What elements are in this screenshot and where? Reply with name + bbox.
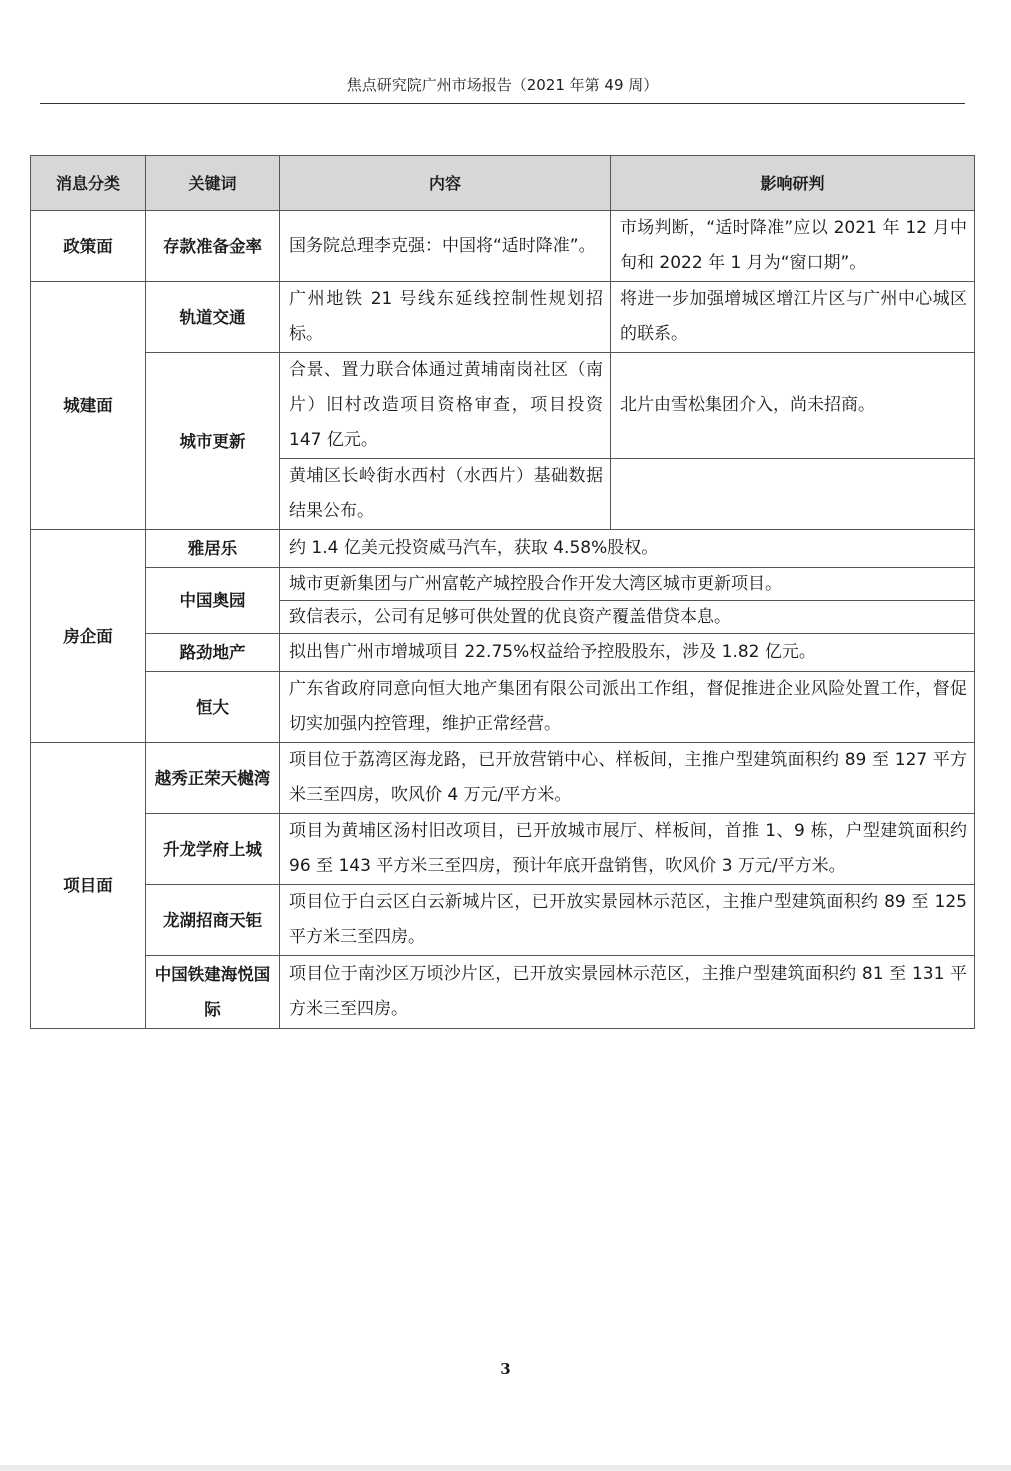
content-cell: 约 1.4 亿美元投资威马汽车，获取 4.58%股权。 [280,530,975,568]
table-row [31,672,975,743]
content-cell: 项目为黄埔区汤村旧改项目，已开放城市展厅、样板间，首推 1、9 栋，户型建筑面积约 96 至 143 平方米三至四房，预计年底开盘销售，吹风价 3 万元/平方米。 [280,814,975,885]
impact-cell [611,459,975,530]
table-row [31,568,975,601]
content-cell: 广东省政府同意向恒大地产集团有限公司派出工作组，督促推进企业风险处置工作，督促切实加强内控管理，维护正常经营。 [280,672,975,743]
content-cell: 广州地铁 21 号线东延线控制性规划招标。 [280,282,611,353]
impact-cell: 将进一步加强增城区增江片区与广州中心城区的联系。 [611,282,975,353]
impact-cell: 北片由雪松集团介入，尚未招商。 [611,353,975,459]
keyword-cell: 轨道交通 [146,282,280,353]
content-cell: 拟出售广州市增城项目 22.75%权益给予控股股东，涉及 1.82 亿元。 [280,634,975,672]
keyword-cell: 越秀正荣天樾湾 [146,743,280,814]
col-header-category: 消息分类 [31,156,146,211]
content-cell: 项目位于荔湾区海龙路，已开放营销中心、样板间，主推户型建筑面积约 89 至 127 平方米三至四房，吹风价 4 万元/平方米。 [280,743,975,814]
table-row [31,885,975,956]
table-row [31,814,975,885]
table-header-row [31,156,975,211]
table-row [31,956,975,1029]
category-developer: 房企面 [31,530,146,743]
col-header-impact: 影响研判 [611,156,975,211]
content-cell: 城市更新集团与广州富乾产城控股合作开发大湾区城市更新项目。 [280,568,975,601]
category-project: 项目面 [31,743,146,1029]
table-row [31,282,975,353]
keyword-cell: 中国奥园 [146,568,280,634]
content-cell: 黄埔区长岭街水西村（水西片）基础数据结果公布。 [280,459,611,530]
keyword-cell: 城市更新 [146,353,280,530]
table-row [31,530,975,568]
category-policy: 政策面 [31,211,146,282]
page-bottom-edge [0,1465,1011,1471]
keyword-cell: 路劲地产 [146,634,280,672]
content-cell: 国务院总理李克强：中国将“适时降准”。 [280,211,611,282]
category-construction: 城建面 [31,282,146,530]
keyword-cell: 龙湖招商天钜 [146,885,280,956]
content-cell: 致信表示，公司有足够可供处置的优良资产覆盖借贷本息。 [280,601,975,634]
table-row [31,634,975,672]
table-row [31,743,975,814]
content-cell: 合景、置力联合体通过黄埔南岗社区（南片）旧村改造项目资格审查，项目投资 147 亿元。 [280,353,611,459]
page-number: 3 [500,1360,511,1378]
keyword-cell: 升龙学府上城 [146,814,280,885]
keyword-cell: 恒大 [146,672,280,743]
keyword-cell: 中国铁建海悦国际 [146,956,280,1029]
table-row [31,211,975,282]
col-header-keyword: 关键词 [146,156,280,211]
keyword-cell: 雅居乐 [146,530,280,568]
table-row [31,353,975,459]
impact-cell: 市场判断，“适时降准”应以 2021 年 12 月中旬和 2022 年 1 月为“窗口期”。 [611,211,975,282]
report-header: 焦点研究院广州市场报告（2021 年第 49 周） [40,74,965,104]
content-cell: 项目位于白云区白云新城片区，已开放实景园林示范区，主推户型建筑面积约 89 至 125 平方米三至四房。 [280,885,975,956]
col-header-content: 内容 [280,156,611,211]
news-table [30,155,975,1029]
content-cell: 项目位于南沙区万顷沙片区，已开放实景园林示范区，主推户型建筑面积约 81 至 131 平方米三至四房。 [280,956,975,1029]
keyword-cell: 存款准备金率 [146,211,280,282]
